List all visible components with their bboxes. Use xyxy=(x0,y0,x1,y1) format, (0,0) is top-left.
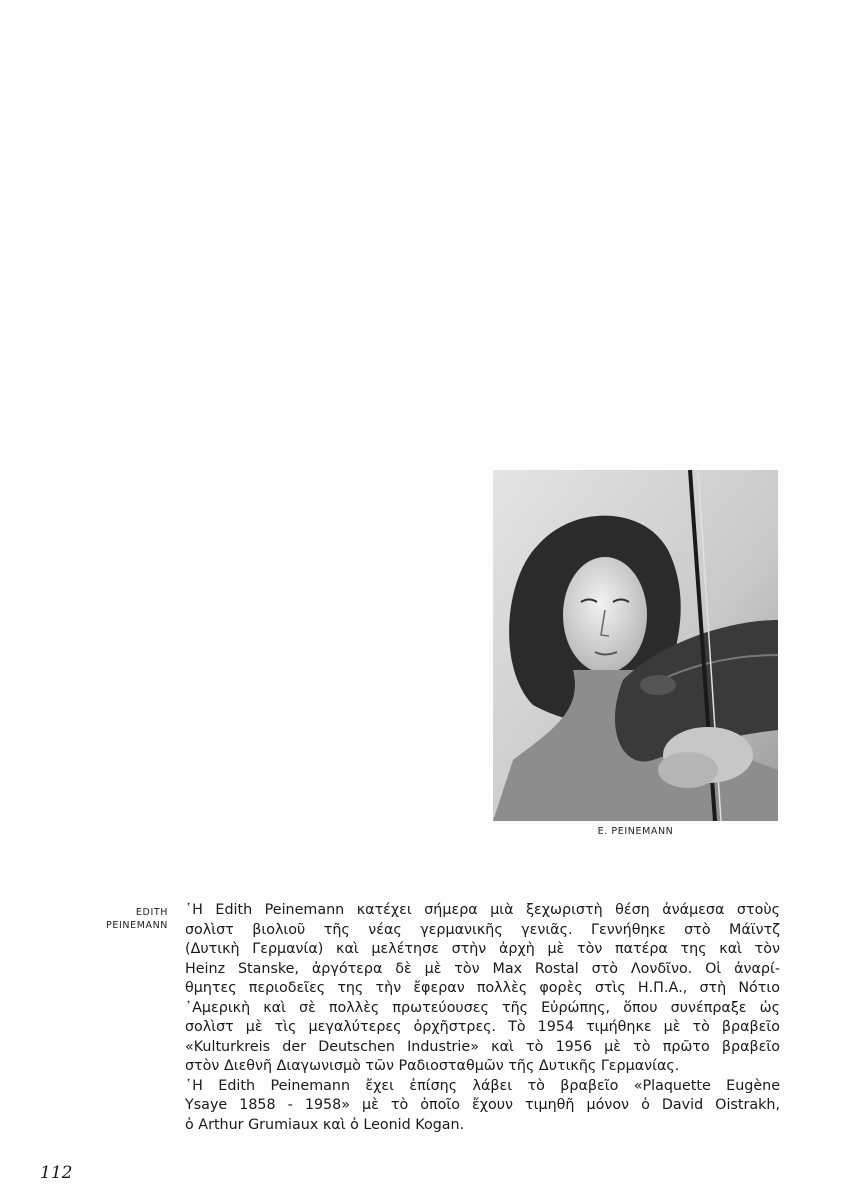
text-line: ῾Η Edith Peinemann κατέχει σήμερα μιὰ ξεχωριστὴ θέση ἀνάμεσα στοὺς xyxy=(185,902,780,918)
text-line: ῾Η Edith Peinemann ἔχει ἐπίσης λάβει τὸ βραβεῖο «Plaquette Eugène xyxy=(185,1077,780,1094)
violinist-photo-illustration xyxy=(493,470,778,821)
page-number: 112 xyxy=(40,1163,73,1183)
side-heading-first-name: EDITH xyxy=(135,907,168,918)
text-line: ὁ Arthur Grumiaux καὶ ὁ Leonid Kogan. xyxy=(185,1116,465,1133)
text-line: (Δυτικὴ Γερμανία) καὶ μελέτησε στὴν ἀρχὴ μὲ τὸν πατέρα της καὶ τὸν xyxy=(185,941,780,957)
side-heading xyxy=(60,906,168,932)
text-line: στὸν Διεθνῆ Διαγωνισμὸ τῶν Ραδιοσταθμῶν τῆς Δυτικῆς Γερμανίας. xyxy=(185,1058,680,1074)
text-line: Heinz Stanske, ἀργότερα δὲ μὲ τὸν Max Rostal στὸ Λονδῖνο. Οἱ ἀναρί- xyxy=(185,960,780,977)
photo-caption: E. PEINEMANN xyxy=(597,826,674,837)
portrait-photo xyxy=(493,470,778,821)
text-line: «Kulturkreis der Deutschen Industrie» καὶ τὸ 1956 μὲ τὸ πρῶτο βραβεῖο xyxy=(185,1038,780,1055)
text-line: ᾿Αμερικὴ καὶ σὲ πολλὲς πρωτεύουσες τῆς Εὐρώπης, ὅπου συνέπραξε ὡς xyxy=(185,999,780,1016)
text-line: σολὶστ βιολιοῦ τῆς νέας γερμανικῆς γενιᾶς. Γεννήθηκε στὸ Μάϊντζ xyxy=(185,921,780,938)
biography-text xyxy=(185,901,780,1135)
side-heading-last-name: PEINEMANN xyxy=(106,920,168,931)
text-line: σολὶστ μὲ τὶς μεγαλύτερες ὀρχῆστρες. Τὸ 1954 τιμήθηκε μὲ τὸ βραβεῖο xyxy=(185,1019,780,1035)
text-line: θμητες περιοδεῖες της τὴν ἔφεραν πολλὲς φορὲς στὶς Η.Π.Α., στὴ Νότιο xyxy=(185,980,780,996)
text-line: Ysaye 1858 - 1958» μὲ τὸ ὁποῖο ἔχουν τιμηθῆ μόνον ὁ David Oistrakh, xyxy=(185,1097,780,1113)
